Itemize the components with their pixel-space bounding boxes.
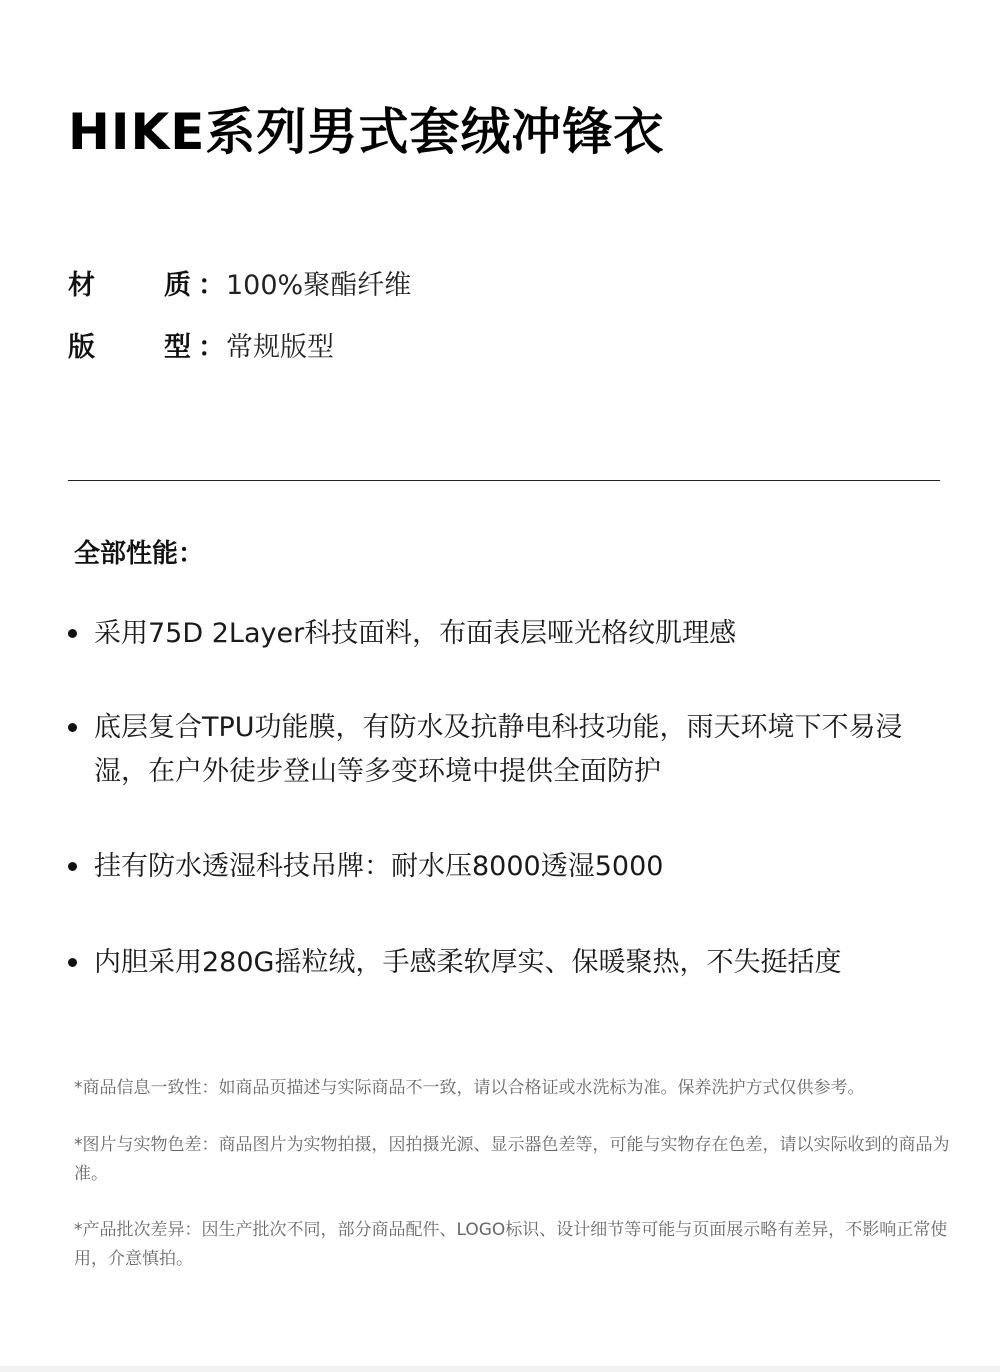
spec-label-first-char: 版 (68, 332, 95, 363)
bottom-strip (0, 1366, 1000, 1372)
feature-item (68, 941, 938, 985)
disclaimer-note-consistency: *商品信息一致性：如商品页描述与实际商品不一致，请以合格证或水洗标为准。保养洗护方式仅供参考。 (74, 1078, 865, 1098)
feature-item (68, 706, 938, 794)
spec-value-fit: 常规版型 (226, 332, 334, 363)
spec-row-fit (68, 325, 334, 364)
spec-colon: ： (198, 332, 225, 363)
feature-item (68, 612, 938, 656)
feature-text: 采用75D 2Layer科技面料，布面表层哑光格纹肌理感 (94, 618, 737, 649)
bullet-dot-icon (68, 723, 77, 732)
bullet-dot-icon (68, 629, 77, 638)
feature-text: 内胆采用280G摇粒绒，手感柔软厚实、保暖聚热，不失挺括度 (94, 947, 842, 978)
product-title: HIKE系列男式套绒冲锋衣 (68, 103, 665, 161)
bullet-dot-icon (68, 958, 77, 967)
spec-colon: ： (198, 270, 225, 301)
section-divider (68, 480, 940, 481)
disclaimer-note-batch: *产品批次差异：因生产批次不同，部分商品配件、LOGO标识、设计细节等可能与页面展示略有差异，不影响正常使用，介意慎拍。 (74, 1220, 948, 1269)
feature-item (68, 845, 938, 889)
disclaimer-note-color: *图片与实物色差：商品图片为实物拍摄，因拍摄光源、显示器色差等，可能与实物存在色差，请以实际收到的商品为准。 (74, 1135, 950, 1184)
feature-text: 底层复合TPU功能膜，有防水及抗静电科技功能，雨天环境下不易浸湿，在户外徒步登山等多变环境中提供全面防护 (94, 712, 903, 787)
spec-value-material: 100%聚酯纤维 (226, 270, 412, 301)
spec-row-material (68, 263, 411, 302)
feature-text: 挂有防水透湿科技吊牌：耐水压8000透湿5000 (94, 851, 664, 882)
performance-heading: 全部性能： (74, 539, 205, 569)
spec-label-first-char: 材 (68, 270, 95, 301)
spec-label-second-char: 质 (164, 270, 191, 301)
bullet-dot-icon (68, 862, 77, 871)
spec-label-second-char: 型 (164, 332, 191, 363)
